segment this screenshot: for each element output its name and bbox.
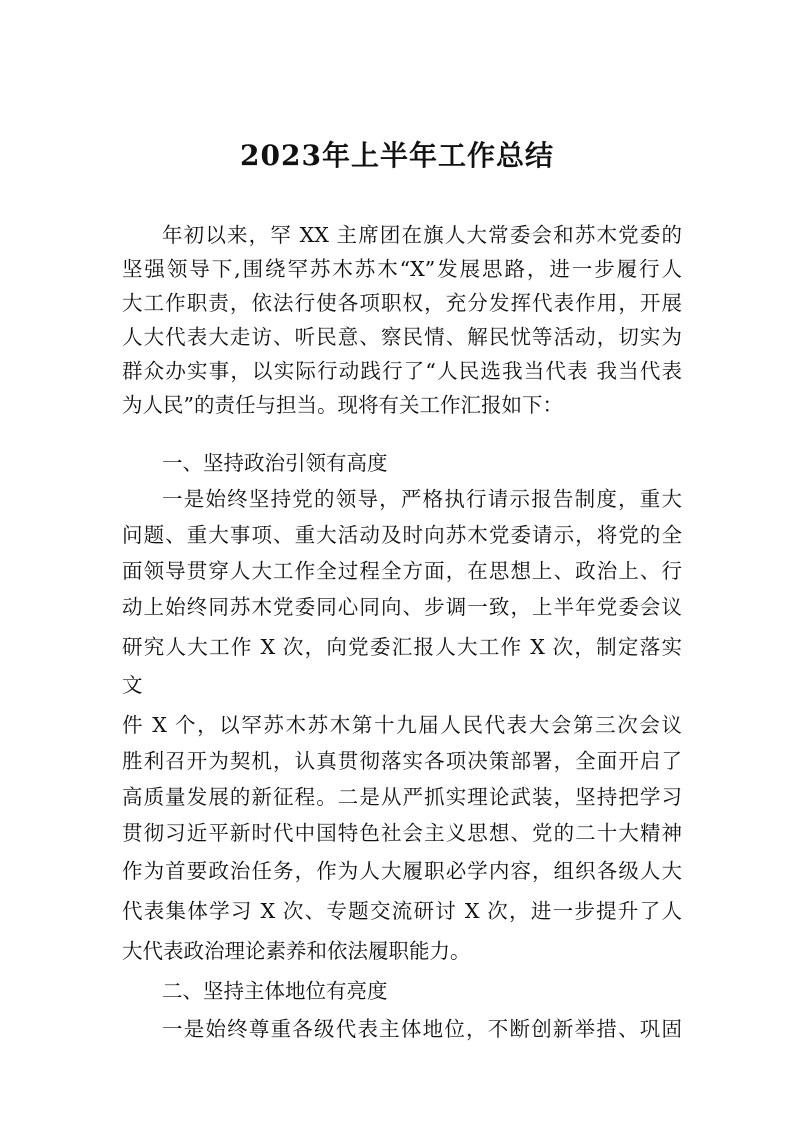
paragraph-line: 胜利召开为契机，认真贯彻落实各项决策部署，全面开启了: [122, 749, 682, 773]
paragraph-line: 为人民”的责任与担当。现将有关工作汇报如下：: [122, 393, 563, 417]
paragraph-line: 一是始终尊重各级代表主体地位，不断创新举措、巩固: [162, 1017, 682, 1041]
paragraph-line: 大代表政治理论素养和依法履职能力。: [122, 939, 471, 963]
document-title: 2023年上半年工作总结: [240, 139, 554, 172]
paragraph-line: 代表集体学习 X 次、专题交流研讨 X 次，进一步提升了人: [122, 899, 682, 923]
section-heading: 一、坚持政治引领有高度: [162, 451, 388, 475]
section-heading: 二、坚持主体地位有亮度: [162, 979, 388, 1003]
paragraph-line: 面领导贯穿人大工作全过程全方面，在思想上、政治上、行: [122, 559, 682, 583]
paragraph-line: 动上始终同苏木党委同心同向、步调一致，上半年党委会议: [122, 595, 682, 619]
paragraph-line: 人大代表大走访、听民意、察民情、解民忧等活动，切实为: [122, 325, 682, 349]
paragraph-line: 文: [122, 673, 143, 697]
paragraph-line: 件 X 个，以罕苏木苏木第十九届人民代表大会第三次会议: [122, 713, 682, 737]
paragraph-line: 作为首要政治任务，作为人大履职必学内容，组织各级人大: [122, 859, 682, 883]
paragraph-line: 群众办实事，以实际行动践行了“人民选我当代表 我当代表: [122, 359, 682, 383]
paragraph-line: 问题、重大事项、重大活动及时向苏木党委请示，将党的全: [122, 523, 682, 547]
paragraph-line: 贯彻习近平新时代中国特色社会主义思想、党的二十大精神: [122, 821, 682, 845]
paragraph-line: 年初以来，罕 XX 主席团在旗人大常委会和苏木党委的: [162, 223, 682, 247]
paragraph-line: 大工作职责，依法行使各项职权，充分发挥代表作用，开展: [122, 291, 682, 315]
paragraph-line: 研究人大工作 X 次，向党委汇报人大工作 X 次，制定落实: [122, 635, 682, 659]
paragraph-line: 坚强领导下,围绕罕苏木苏木“X”发展思路，进一步履行人: [122, 257, 682, 281]
paragraph-line: 高质量发展的新征程。二是从严抓实理论武装，坚持把学习: [122, 785, 682, 809]
paragraph-line: 一是始终坚持党的领导，严格执行请示报告制度，重大: [162, 487, 682, 511]
